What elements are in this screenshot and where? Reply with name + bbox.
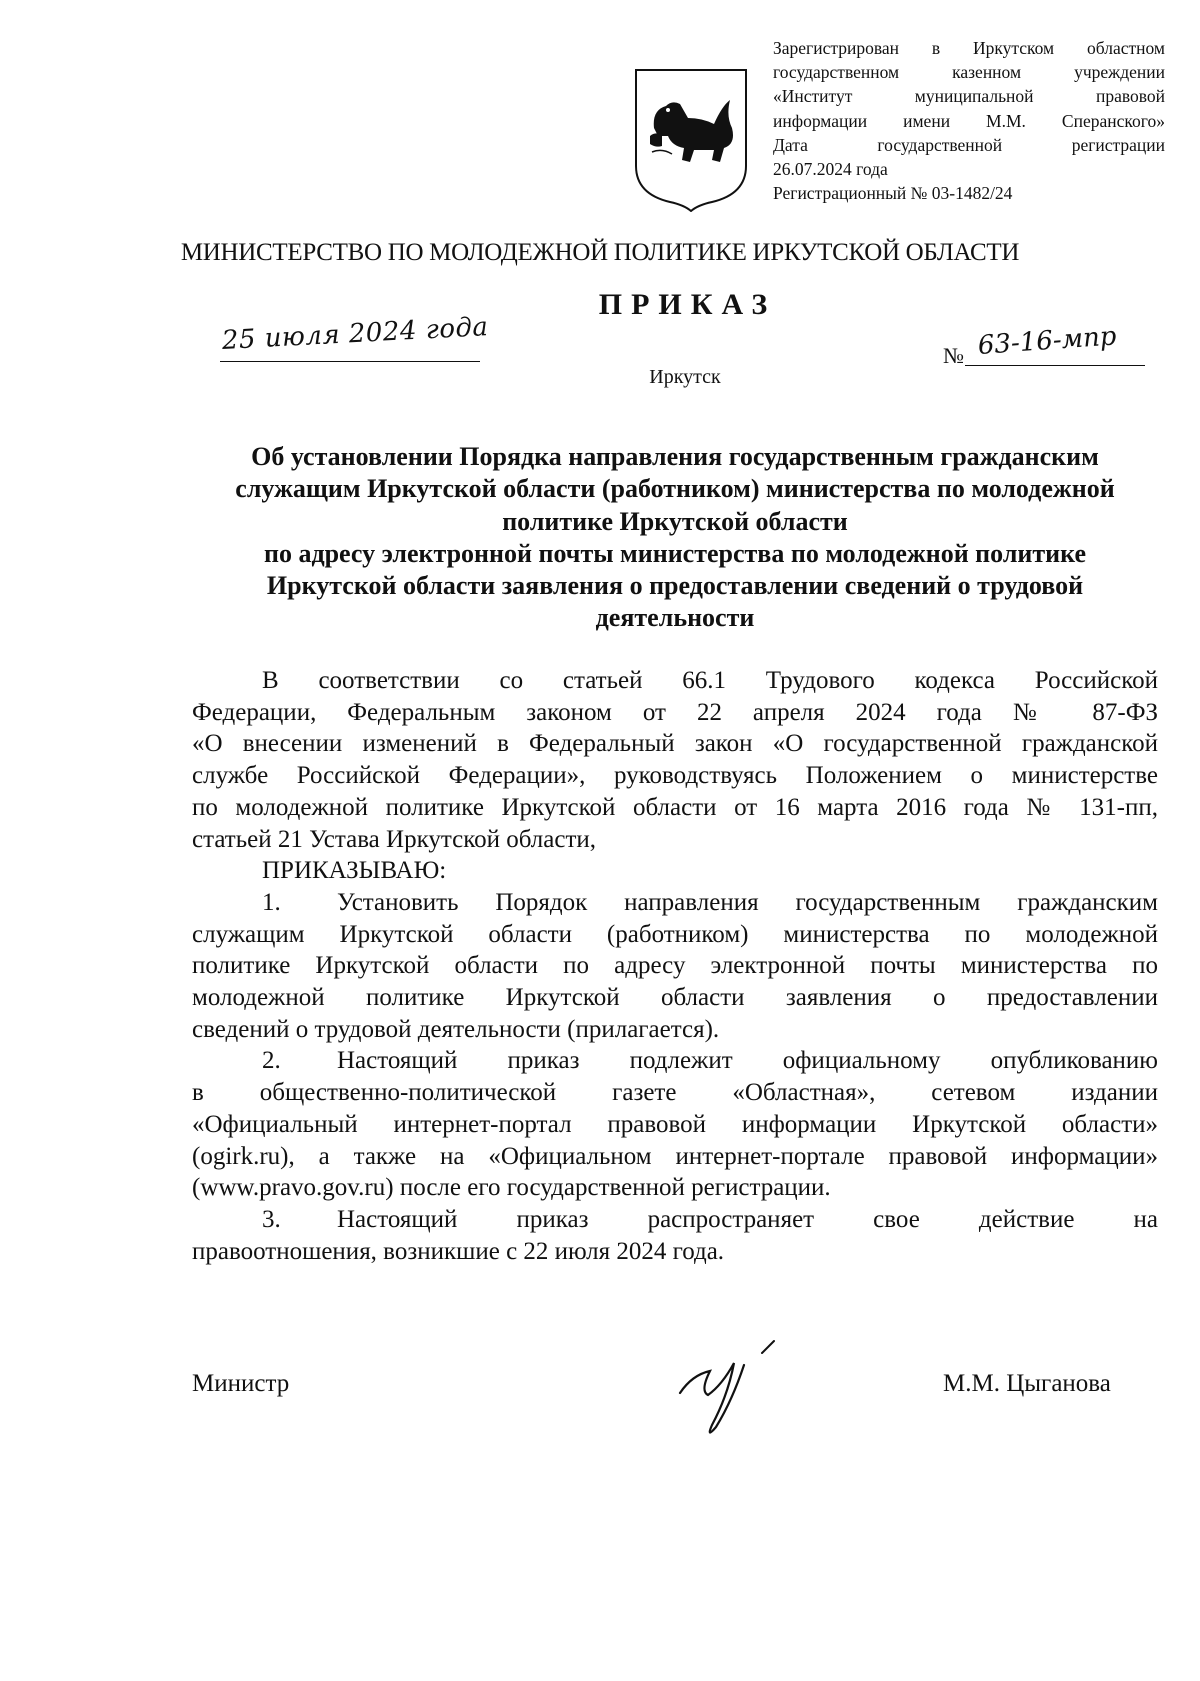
- item-line: (www.pravo.gov.ru) после его государственной регистрации.: [192, 1174, 831, 1202]
- heading-line: деятельности: [595, 603, 755, 633]
- item-line: «Официальный интернет-портал правовой информации Иркутской области»: [192, 1110, 1158, 1138]
- registration-line: информации имени М.М. Сперанского»: [773, 110, 1165, 131]
- document-body: [192, 665, 1158, 1267]
- item-1-first-line: [192, 887, 1158, 919]
- registration-stamp: [773, 36, 1165, 205]
- signer-role: Министр: [192, 1370, 290, 1397]
- registration-line: Зарегистрирован в Иркутском областном: [773, 38, 1165, 58]
- item-line: правоотношения, возникшие с 22 июля 2024 года.: [192, 1237, 725, 1265]
- preamble-line: В соответствии со статьей 66.1 Трудового кодекса Российской: [262, 667, 1158, 694]
- item-number: 1.: [262, 888, 281, 916]
- heading-line: служащим Иркутской области (работником) министерства по молодежной: [235, 474, 1115, 504]
- handwritten-date: 25 июля 2024 года: [221, 312, 490, 356]
- registration-line: «Институт муниципальной правовой: [773, 86, 1165, 107]
- item-line: служащим Иркутской области (работником) министерства по молодежной: [192, 920, 1158, 948]
- heading-line: Об установлении Порядка направления государственным гражданским: [251, 442, 1099, 471]
- item-3-first-line: [192, 1204, 1158, 1236]
- preamble-line: службе Российской Федерации», руководствуясь Положением о министерстве: [192, 762, 1158, 790]
- item-text: Установить Порядок направления государственным гражданским: [337, 888, 1158, 916]
- item-line: (ogirk.ru), а также на «Официальном интернет-портале правовой информации»: [192, 1142, 1158, 1170]
- item-line: в общественно-политической газете «Областная», сетевом издании: [192, 1079, 1158, 1107]
- handwritten-number: 63-16-мпр: [976, 321, 1118, 361]
- number-label: №: [943, 343, 964, 368]
- heading-line: политике Иркутской области: [502, 506, 848, 536]
- registration-number: Регистрационный № 03-1482/24: [773, 183, 1013, 204]
- city: Иркутск: [649, 366, 721, 388]
- item-line: политике Иркутской области по адресу электронной почты министерства по: [192, 952, 1158, 980]
- item-number: 2.: [262, 1047, 281, 1075]
- heading-line: Иркутской области заявления о предоставлении сведений о трудовой: [266, 571, 1084, 601]
- order-word: ПРИКАЗЫВАЮ:: [262, 857, 447, 885]
- ministry-name: МИНИСТЕРСТВО ПО МОЛОДЕЖНОЙ ПОЛИТИКЕ ИРКУТСКОЙ ОБЛАСТИ: [180, 239, 1020, 266]
- heading-line: по адресу электронной почты министерства по молодежной политике: [263, 538, 1087, 568]
- date-underline: [220, 361, 480, 362]
- item-2-first-line: [192, 1045, 1158, 1077]
- registration-line: Дата государственной регистрации: [773, 134, 1165, 155]
- preamble-line: «О внесении изменений в Федеральный закон «О государственной гражданской: [192, 730, 1158, 758]
- registration-date: 26.07.2024 года: [773, 159, 888, 180]
- item-line: молодежной политике Иркутской области заявления о предоставлении: [192, 984, 1158, 1012]
- item-text: Настоящий приказ подлежит официальному опубликованию: [337, 1047, 1158, 1075]
- preamble-line: статьей 21 Устава Иркутской области,: [192, 825, 597, 853]
- preamble-line: по молодежной политике Иркутской области от 16 марта 2016 года № 131-пп,: [192, 793, 1158, 821]
- preamble-line: Федерации, Федеральным законом от 22 апреля 2024 года № 87-ФЗ: [192, 698, 1158, 726]
- handwritten-signature-icon: [670, 1335, 785, 1445]
- document-heading: [180, 441, 1170, 635]
- coat-of-arms-icon: [632, 66, 750, 212]
- item-number: 3.: [262, 1205, 281, 1233]
- document-type-title: ПРИКАЗ: [598, 288, 777, 321]
- item-text: Настоящий приказ распространяет свое действие на: [337, 1205, 1158, 1233]
- item-line: сведений о трудовой деятельности (прилагается).: [192, 1015, 720, 1043]
- registration-line: государственном казенном учреждении: [773, 62, 1165, 83]
- signer-name: М.М. Цыганова: [943, 1370, 1111, 1397]
